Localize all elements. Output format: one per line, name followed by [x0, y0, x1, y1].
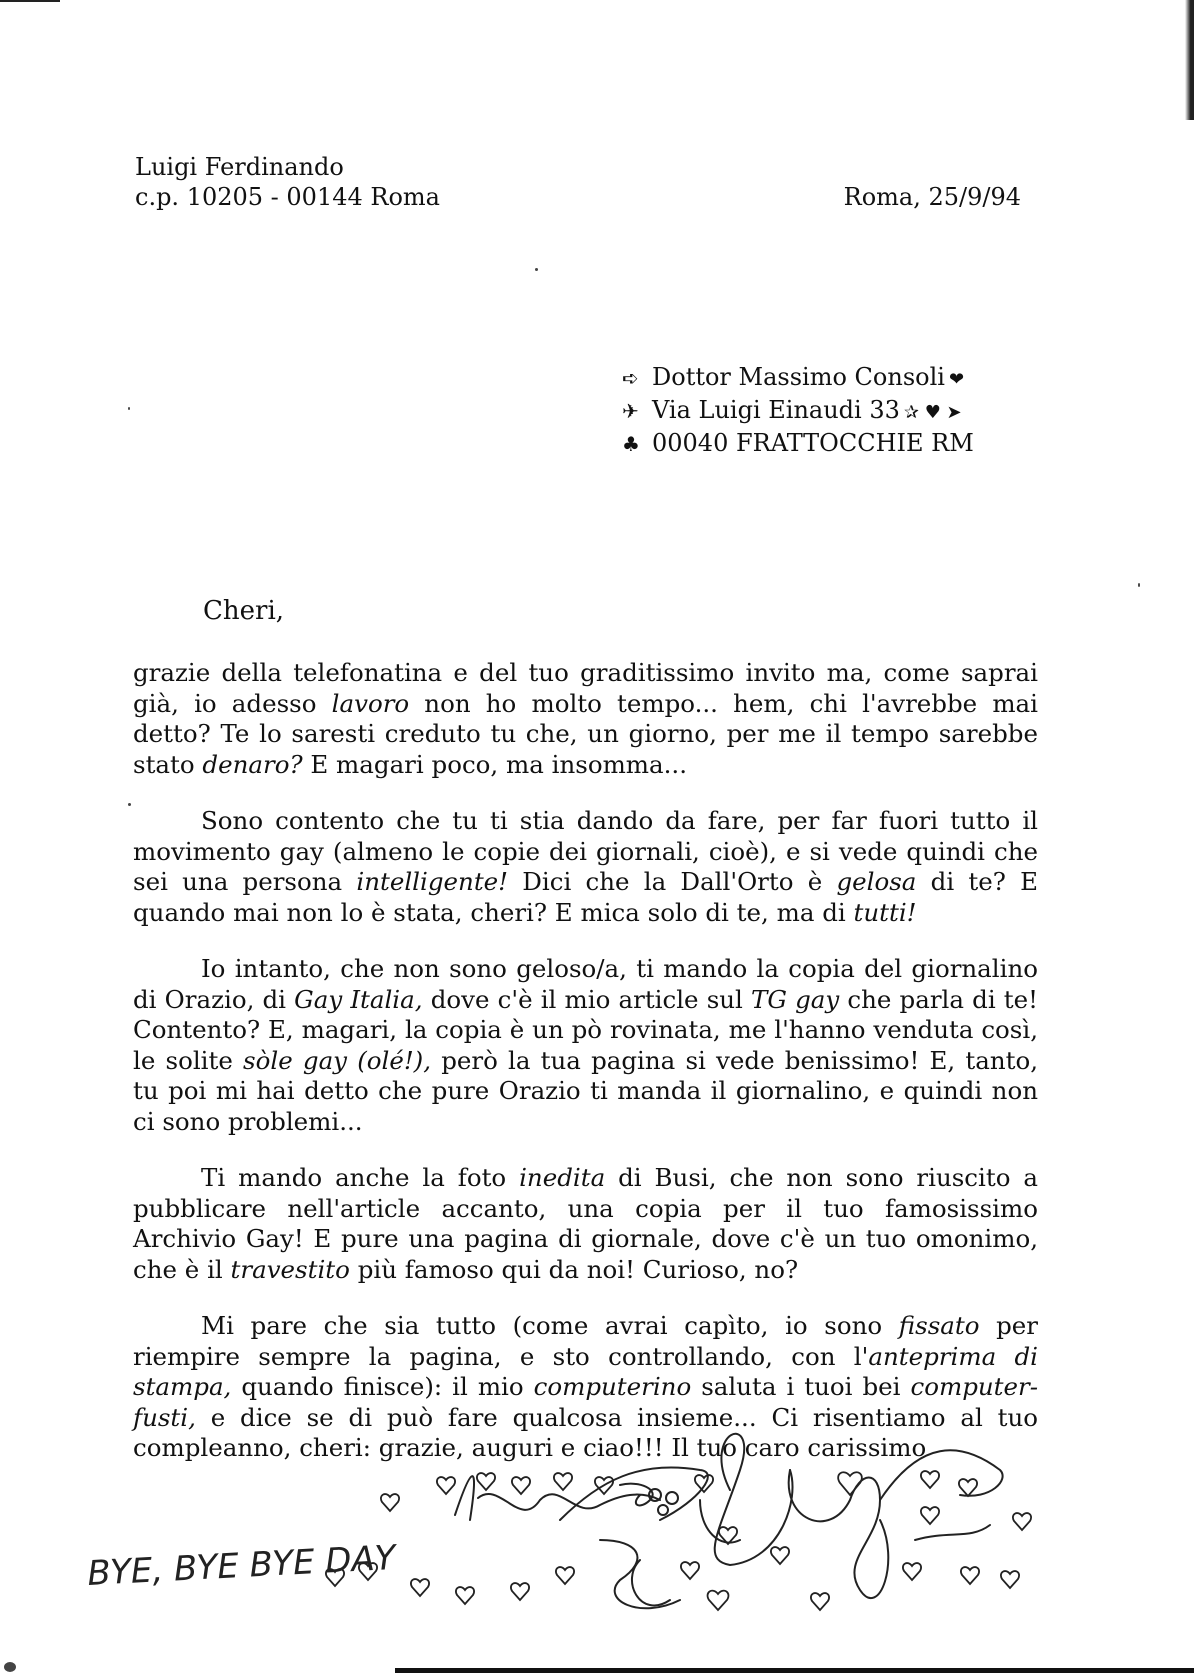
salutation: Cheri, [203, 596, 285, 626]
scan-speck [128, 407, 130, 410]
paragraph-text: saluta i tuoi bei [691, 1372, 911, 1401]
paragraph-text: e dice se di può fare qualcosa insieme... Ci risentiamo al tuo compleanno, cheri: grazie, auguri e ciao!!! Il tuo caro carissimo [133, 1402, 1038, 1462]
emphasized-text: TG gay [751, 984, 840, 1014]
paragraph-text: quando finisce): il mio [231, 1372, 534, 1401]
scan-edge-right [1185, 0, 1194, 120]
recipient-line-text: Via Luigi Einaudi 33 [652, 396, 900, 424]
paragraph-text: Io intanto, che non sono geloso/a, ti mando la copia del giornalino di Orazio, di [133, 954, 1038, 1014]
handwritten-signature [450, 1486, 676, 1532]
paragraph-text: non ho molto tempo... hem, chi l'avrebbe mai detto? Te lo saresti creduto tu che, un giorno, per me il tempo sarebbe stato [133, 688, 1038, 779]
scan-speck [4, 1662, 16, 1672]
paragraph-text: dove c'è il mio article sul [422, 984, 752, 1014]
recipient-address [622, 362, 974, 459]
body-paragraph [133, 658, 1038, 780]
paragraph-text: Mi pare che sia tutto (come avrai capìto, io sono [201, 1311, 899, 1340]
doodle-hearts [326, 1471, 1031, 1610]
scan-edge-top [0, 0, 60, 2]
scan-speck [128, 803, 131, 806]
emphasized-text: gelosa [836, 867, 917, 896]
emphasized-text: computer-fusti, [133, 1372, 1038, 1432]
paragraph-text: Sono contento che tu ti stia dando da fare, per far fuori tutto il movimento gay (almeno le copie dei giornali, cioè), e si vede quindi che sei una persona [133, 806, 1038, 896]
letter-date: Roma, 25/9/94 [843, 183, 1021, 211]
letter-body [133, 658, 1038, 1490]
sender-address: c.p. 10205 - 00144 Roma [135, 183, 440, 211]
body-paragraph [133, 806, 1038, 928]
emphasized-text: sòle gay (olé!), [243, 1045, 432, 1075]
paragraph-text: grazie della telefonatina e del tuo graditissimo invito ma, come saprai già, io adesso [133, 658, 1038, 718]
body-paragraph [133, 1311, 1038, 1464]
emphasized-text: computerino [533, 1372, 692, 1401]
emphasized-text: denaro? [202, 749, 303, 779]
airplane-icon: ✈ [622, 399, 639, 423]
recipient-line-text: 00040 FRATTOCCHIE RM [652, 429, 974, 457]
decorative-symbols-icon: ❤ [948, 369, 965, 390]
paragraph-text: di te? E quando mai non lo è stata, cheri? E mica solo di te, ma di [133, 867, 1038, 927]
decorative-symbols-icon: ✰ ♥ ➤ [903, 402, 962, 423]
pointing-arrow-icon: ➪ [622, 366, 639, 390]
paragraph-text: E magari poco, ma insomma... [302, 749, 687, 779]
recipient-line [622, 362, 974, 395]
emphasized-text: fissato [898, 1311, 980, 1340]
scan-speck [1138, 583, 1140, 587]
club-icon: ♣ [622, 432, 640, 456]
recipient-line [622, 395, 974, 428]
emphasized-text: intelligente! [356, 867, 509, 896]
emphasized-text: Gay Italia, [294, 984, 423, 1014]
paragraph-text: che parla di te! Contento? E, magari, la copia è un pò rovinata, me l'hanno venduta così, le solite [133, 984, 1038, 1075]
paragraph-text: più famoso qui da noi! Curioso, no? [349, 1254, 799, 1284]
sender-name: Luigi Ferdinando [135, 153, 344, 181]
handwritten-farewell [86, 1538, 398, 1594]
scan-speck [535, 268, 538, 271]
paragraph-text: però la tua pagina si vede benissimo! E, tanto, tu poi mi hai detto che pure Orazio ti manda il giornalino, e quindi non ci sono problemi... [133, 1045, 1039, 1136]
emphasized-text: anteprima di stampa, [133, 1341, 1038, 1401]
body-paragraph [133, 954, 1038, 1137]
emphasized-text: tutti! [853, 897, 917, 927]
paragraph-text: Ti mando anche la foto [201, 1163, 520, 1192]
sender-block [135, 152, 440, 212]
recipient-line [622, 428, 974, 459]
emphasized-text: lavoro [331, 688, 410, 718]
paragraph-text: di Busi, che non sono riuscito a pubblicare nell'article accanto, una copia per il tuo famosissimo Archivio Gay! E pure una pagina di giornale, dove c'è un tuo omonimo, che è il [133, 1163, 1038, 1284]
emphasized-text: inedita [519, 1163, 606, 1192]
scan-edge-bottom [395, 1668, 1194, 1673]
paragraph-text: per riempire sempre la pagina, e sto controllando, con l' [133, 1311, 1039, 1371]
recipient-line-text: Dottor Massimo Consoli [652, 363, 945, 391]
paragraph-text: Dici che la Dall'Orto è [508, 867, 837, 896]
body-paragraph [133, 1163, 1038, 1285]
farewell-text: BYE, BYE BYE DAY [86, 1537, 397, 1594]
emphasized-text: travestito [230, 1254, 350, 1284]
